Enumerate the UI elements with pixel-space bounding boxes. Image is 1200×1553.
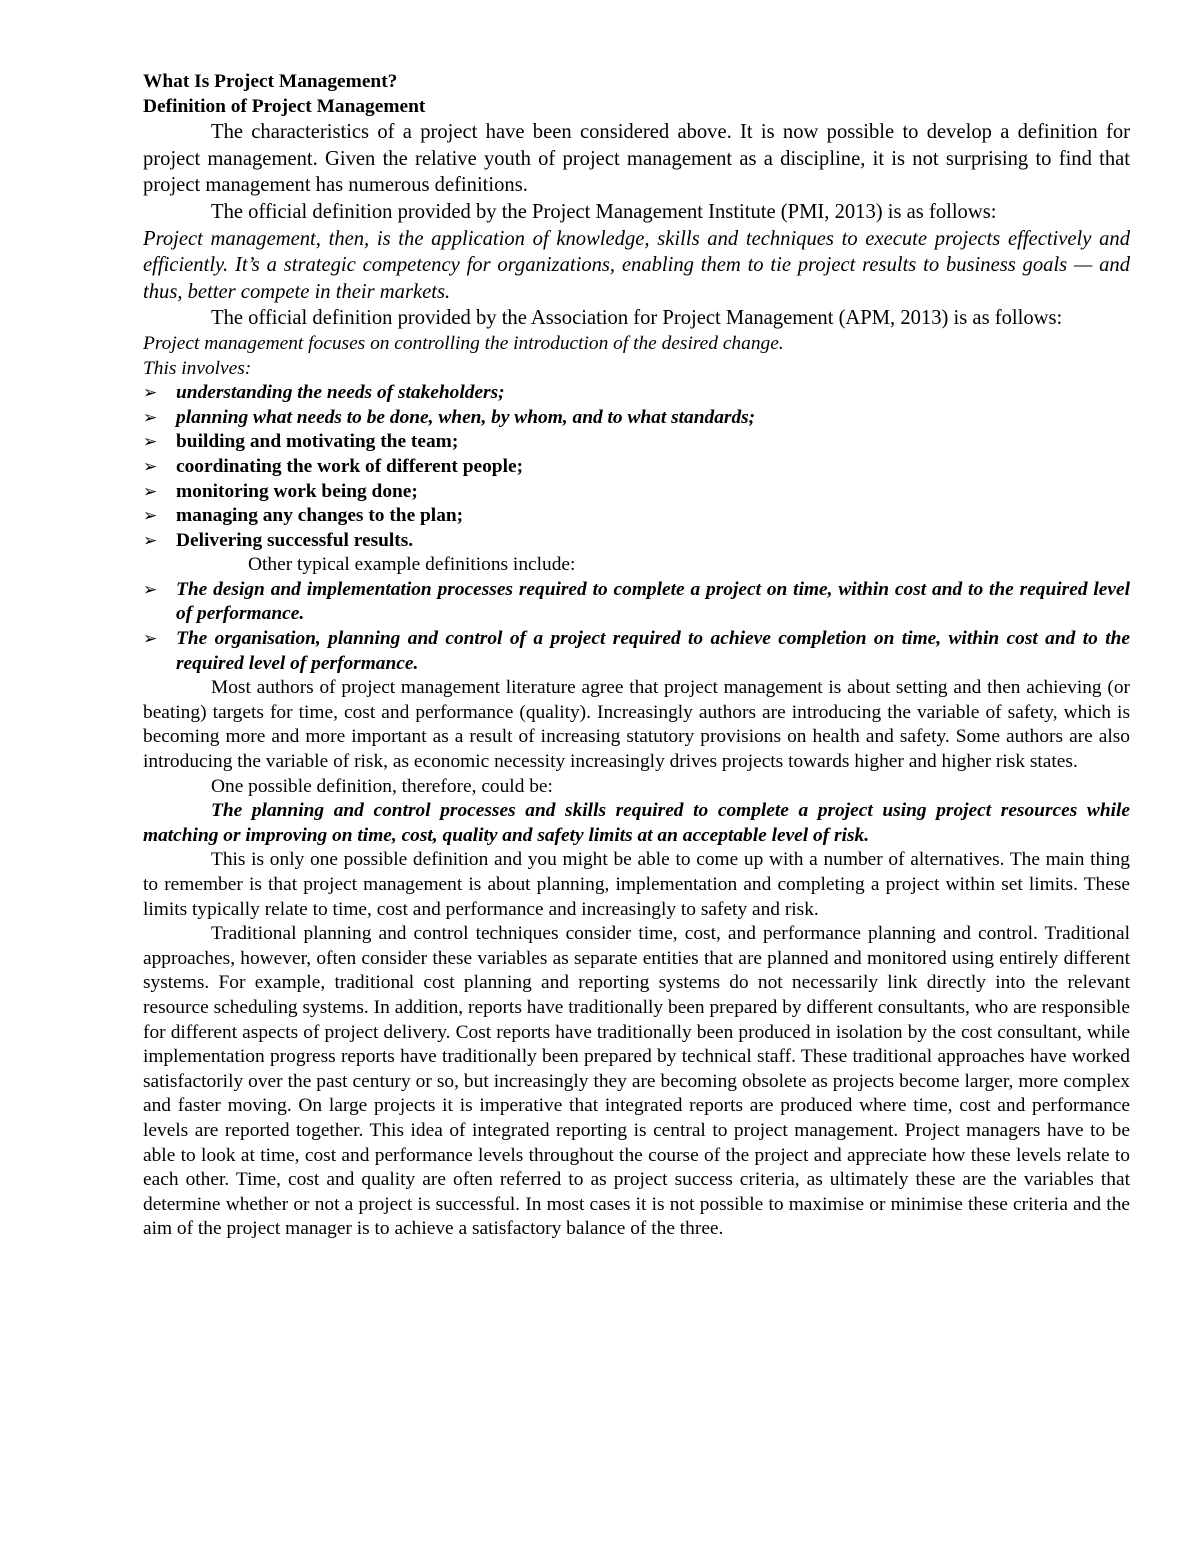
- list-item: [143, 578, 1130, 627]
- list-item-text: understanding the needs of stakeholders;: [176, 382, 505, 404]
- possible-definition: The planning and control processes and skills required to complete a project using project resources while matching or improving on time, cost, quality and safety limits at an acceptable level of risk.: [143, 800, 1130, 846]
- arrowhead-bullet-icon: ➢: [143, 432, 158, 453]
- intro-paragraph: The characteristics of a project have been considered above. It is now possible to develop a definition for project management. Given the relative youth of project management as a discipline, it is not surprising to find that project management has numerous definitions.: [143, 121, 1130, 197]
- list-item-text: building and motivating the team;: [176, 431, 459, 453]
- apm-list: [143, 381, 1130, 553]
- list-item: [143, 381, 1130, 406]
- pmi-intro: The official definition provided by the Project Management Institute (PMI, 2013) is as follows:: [211, 200, 997, 223]
- list-item: [143, 430, 1130, 455]
- arrowhead-bullet-icon: ➢: [143, 506, 158, 527]
- list-item-text: monitoring work being done;: [176, 480, 418, 502]
- other-definitions-list: [143, 578, 1130, 676]
- list-item: [143, 529, 1130, 554]
- apm-involves: This involves:: [143, 357, 252, 379]
- arrowhead-bullet-icon: ➢: [143, 407, 158, 428]
- list-item-text: managing any changes to the plan;: [176, 505, 464, 527]
- apm-definition: Project management focuses on controlling the introduction of the desired change.: [143, 332, 784, 354]
- arrowhead-bullet-icon: ➢: [143, 481, 158, 502]
- section-heading: Definition of Project Management: [143, 95, 426, 117]
- authors-paragraph: Most authors of project management literature agree that project management is about setting and then achieving (or beating) targets for time, cost and performance (quality). Increasingly authors are introducing the variable of safety, which is becoming more and more important as a result of increasing statutory provisions on health and safety. Some authors are also introducing the variable of risk, as economic necessity increasingly drives projects towards higher and higher risk states.: [143, 677, 1130, 773]
- list-item-text: coordinating the work of different people;: [176, 455, 524, 477]
- alternatives-paragraph: This is only one possible definition and you might be able to come up with a number of alternatives. The main thing to remember is that project management is about planning, implementation and completing a project within set limits. These limits typically relate to time, cost and performance and increasingly to safety and risk.: [143, 849, 1130, 920]
- list-item-text: The design and implementation processes required to complete a project on time, within cost and to the required level of performance.: [176, 578, 1130, 625]
- arrowhead-bullet-icon: ➢: [143, 629, 158, 650]
- page-title: What Is Project Management?: [143, 71, 398, 92]
- arrowhead-bullet-icon: ➢: [143, 456, 158, 477]
- list-item: [143, 504, 1130, 529]
- list-item-text: The organisation, planning and control of a project required to achieve completion on time, within cost and to the required level of performance.: [176, 628, 1130, 674]
- document-page: [143, 70, 1130, 1242]
- other-definitions-intro: Other typical example definitions include:: [248, 554, 576, 576]
- list-item: [143, 455, 1130, 480]
- arrowhead-bullet-icon: ➢: [143, 383, 158, 404]
- pmi-definition: Project management, then, is the application of knowledge, skills and techniques to execute projects effectively and efficiently. It’s a strategic competency for organizations, enabling them to tie project results to business goals — and thus, better compete in their markets.: [143, 227, 1130, 303]
- traditional-paragraph: Traditional planning and control techniques consider time, cost, and performance planning and control. Traditional approaches, however, often consider these variables as separate entities that are planned and monitored using entirely different systems. For example, traditional cost planning and reporting systems do not necessarily link directly into the relevant resource scheduling systems. In addition, reports have traditionally been prepared by different consultants, who are responsible for different aspects of project delivery. Cost reports have traditionally been produced in isolation by the cost consultant, while implementation progress reports have traditionally been prepared by technical staff. These traditional approaches have worked satisfactorily over the past century or so, but increasingly they are becoming obsolete as projects become larger, more complex and faster moving. On large projects it is imperative that integrated reports are produced where time, cost and performance levels are reported together. This idea of integrated reporting is central to project management. Project managers have to be able to look at time, cost and performance levels throughout the course of the project and appreciate how these levels relate to each other. Time, cost and quality are often referred to as project success criteria, as ultimately these are the variables that determine whether or not a project is successful. In most cases it is not possible to maximise or minimise these criteria and the aim of the project manager is to achieve a satisfactory balance of the three.: [143, 923, 1130, 1240]
- list-item: [143, 480, 1130, 505]
- arrowhead-bullet-icon: ➢: [143, 579, 158, 600]
- list-item-text: Delivering successful results.: [176, 529, 414, 551]
- list-item-text: planning what needs to be done, when, by whom, and to what standards;: [176, 406, 756, 428]
- list-item: [143, 406, 1130, 431]
- list-item: [143, 627, 1130, 676]
- possible-definition-intro: One possible definition, therefore, could be:: [211, 775, 553, 797]
- arrowhead-bullet-icon: ➢: [143, 530, 158, 551]
- apm-intro: The official definition provided by the Association for Project Management (APM, 2013) is as follows:: [211, 307, 1063, 330]
